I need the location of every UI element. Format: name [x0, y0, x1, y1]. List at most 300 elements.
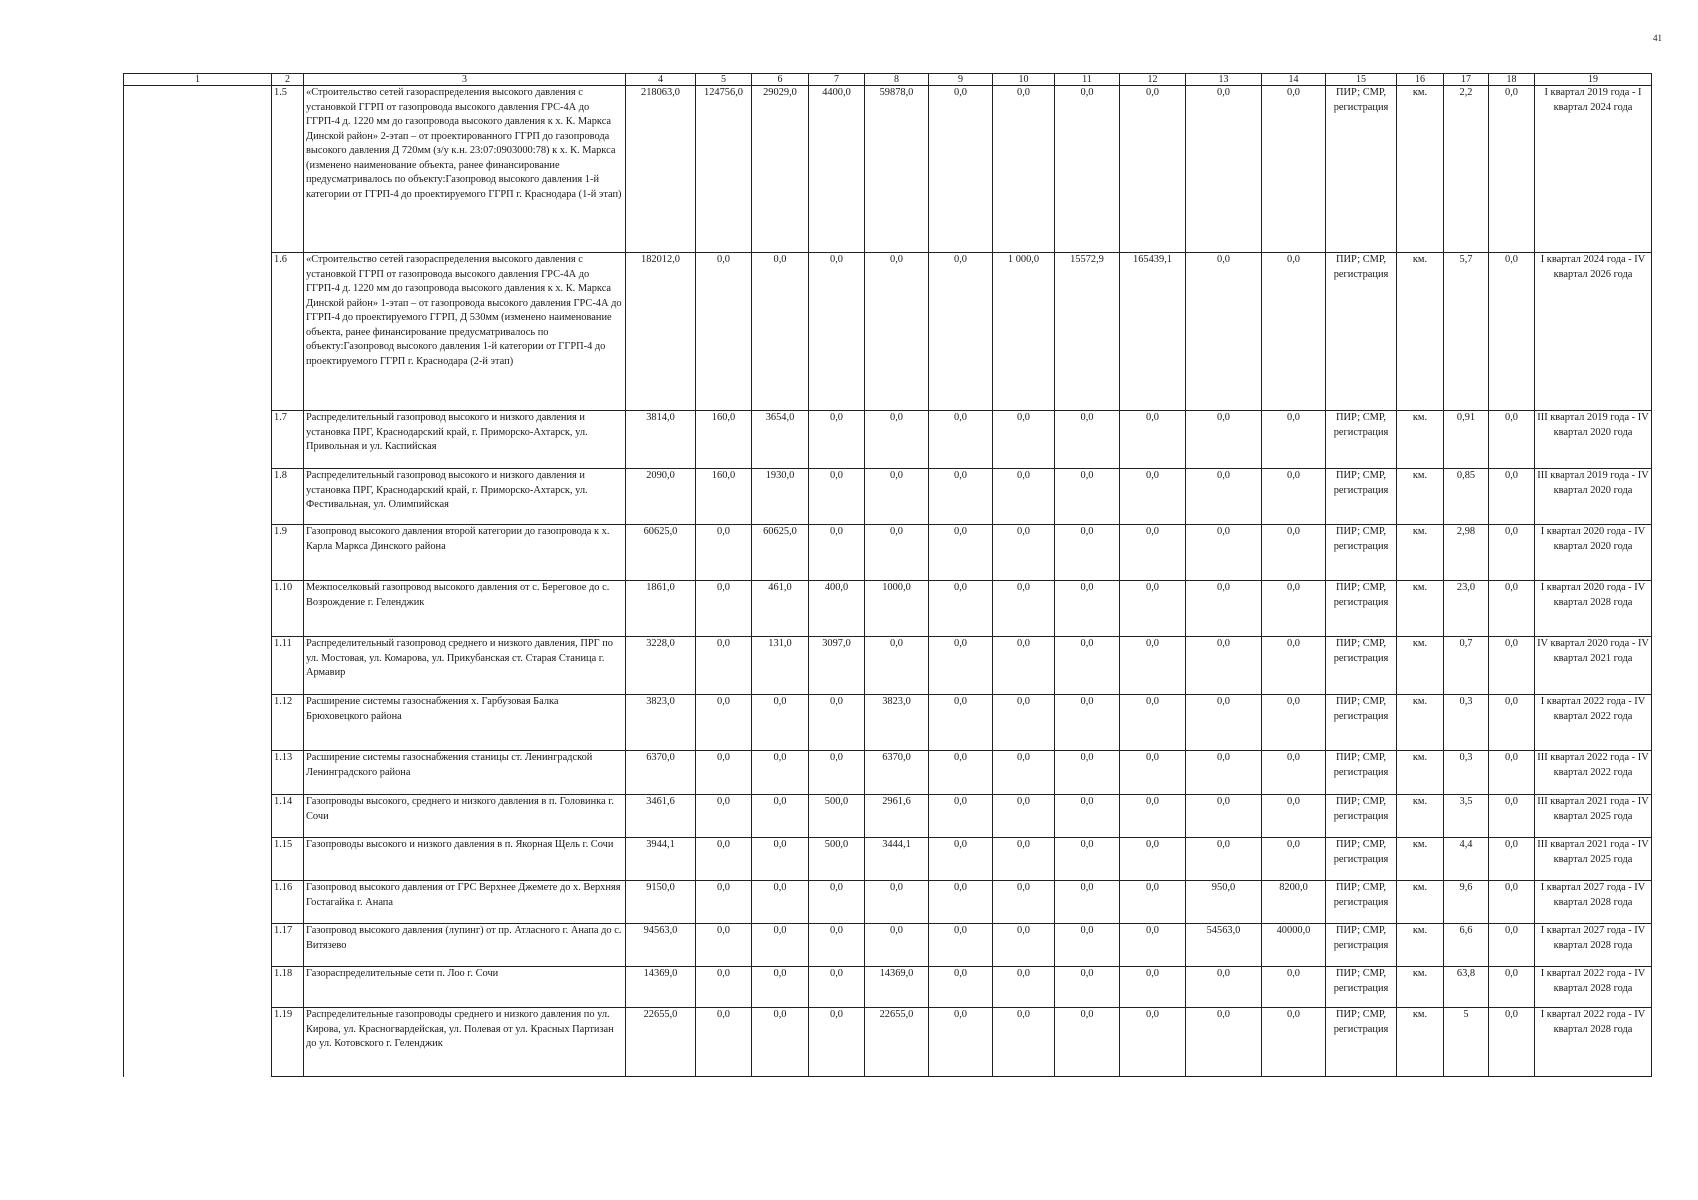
period: I квартал 2024 года - IV квартал 2026 года	[1535, 253, 1652, 411]
unit: км.	[1397, 411, 1444, 469]
object-name: «Строительство сетей газораспределения высокого давления с установкой ГГРП от газопровода высокого давления ГРС-4А до ГГРП-4 д. 1220 мм до газопровода высокого давления к х. К. Маркса Динской район» 2-этап – от проектированного ГГРП до газопровода высокого давления Д 720мм (з/у к.н. 23:07:0903000:78) к х. К. Маркса (изменено наименование объекта, ранее финансирование предусматривалось по объекту:Газопровод высокого давления 1-й категории от ГГРП-4 до проектируемого ГГРП г. Краснодара (1-й этап)	[304, 86, 626, 253]
year-2019: 0,0	[696, 695, 752, 751]
year-2020: 0,0	[752, 881, 809, 924]
year-2020: 0,0	[752, 924, 809, 967]
power-value: 0,0	[1489, 1008, 1535, 1077]
table-row	[124, 525, 1652, 581]
object-name: Газопроводы высокого и низкого давления в п. Якорная Щель г. Сочи	[304, 838, 626, 881]
row-number: 1.19	[272, 1008, 304, 1077]
total-cost: 6370,0	[626, 751, 696, 795]
year-2027: 0,0	[1186, 411, 1262, 469]
total-cost: 3461,6	[626, 795, 696, 838]
year-2023: 0,0	[929, 924, 993, 967]
period: III квартал 2019 года - IV квартал 2020 года	[1535, 411, 1652, 469]
work-type: ПИР; СМР, регистрация	[1326, 924, 1397, 967]
year-2027: 0,0	[1186, 695, 1262, 751]
year-2020: 60625,0	[752, 525, 809, 581]
header-cell-9: 9	[929, 74, 993, 86]
period: I квартал 2022 года - IV квартал 2022 года	[1535, 695, 1652, 751]
empty-cell	[124, 695, 272, 751]
year-2020: 0,0	[752, 253, 809, 411]
length-km: 6,6	[1444, 924, 1489, 967]
year-2023: 0,0	[929, 469, 993, 525]
year-2021: 0,0	[809, 751, 865, 795]
year-2023: 0,0	[929, 253, 993, 411]
year-2021: 0,0	[809, 695, 865, 751]
object-name: Распределительные газопроводы среднего и низкого давления по ул. Кирова, ул. Красногвардейская, ул. Полевая от ул. Красных Партизан до ул. Котовского г. Геленджик	[304, 1008, 626, 1077]
unit: км.	[1397, 525, 1444, 581]
period: III квартал 2021 года - IV квартал 2025 года	[1535, 838, 1652, 881]
year-2026: 0,0	[1120, 1008, 1186, 1077]
total-cost: 218063,0	[626, 86, 696, 253]
total-cost: 22655,0	[626, 1008, 696, 1077]
empty-cell	[124, 469, 272, 525]
year-2024: 0,0	[993, 86, 1055, 253]
year-2023: 0,0	[929, 838, 993, 881]
header-cell-19: 19	[1535, 74, 1652, 86]
year-2028: 0,0	[1262, 637, 1326, 695]
period: I квартал 2022 года - IV квартал 2028 года	[1535, 967, 1652, 1008]
header-cell-15: 15	[1326, 74, 1397, 86]
total-cost: 60625,0	[626, 525, 696, 581]
year-2025: 0,0	[1055, 838, 1120, 881]
year-2023: 0,0	[929, 967, 993, 1008]
year-2028: 40000,0	[1262, 924, 1326, 967]
power-value: 0,0	[1489, 411, 1535, 469]
year-2025: 0,0	[1055, 1008, 1120, 1077]
year-2026: 0,0	[1120, 86, 1186, 253]
year-2019: 0,0	[696, 881, 752, 924]
year-2023: 0,0	[929, 411, 993, 469]
table-row	[124, 253, 1652, 411]
work-type: ПИР; СМР, регистрация	[1326, 751, 1397, 795]
year-2021: 0,0	[809, 525, 865, 581]
year-2022: 0,0	[865, 469, 929, 525]
empty-cell	[124, 795, 272, 838]
year-2025: 0,0	[1055, 924, 1120, 967]
empty-cell	[124, 581, 272, 637]
unit: км.	[1397, 637, 1444, 695]
year-2024: 0,0	[993, 581, 1055, 637]
table-row	[124, 86, 1652, 253]
row-number: 1.10	[272, 581, 304, 637]
year-2022: 3823,0	[865, 695, 929, 751]
year-2027: 950,0	[1186, 881, 1262, 924]
year-2026: 165439,1	[1120, 253, 1186, 411]
year-2021: 0,0	[809, 253, 865, 411]
power-value: 0,0	[1489, 795, 1535, 838]
unit: км.	[1397, 751, 1444, 795]
year-2022: 1000,0	[865, 581, 929, 637]
total-cost: 182012,0	[626, 253, 696, 411]
year-2027: 0,0	[1186, 967, 1262, 1008]
year-2019: 160,0	[696, 469, 752, 525]
year-2027: 0,0	[1186, 795, 1262, 838]
year-2024: 0,0	[993, 637, 1055, 695]
row-number: 1.7	[272, 411, 304, 469]
unit: км.	[1397, 838, 1444, 881]
year-2028: 0,0	[1262, 86, 1326, 253]
year-2025: 0,0	[1055, 881, 1120, 924]
work-type: ПИР; СМР, регистрация	[1326, 525, 1397, 581]
total-cost: 94563,0	[626, 924, 696, 967]
year-2021: 0,0	[809, 1008, 865, 1077]
work-type: ПИР; СМР, регистрация	[1326, 795, 1397, 838]
year-2024: 1 000,0	[993, 253, 1055, 411]
year-2021: 0,0	[809, 411, 865, 469]
year-2024: 0,0	[993, 838, 1055, 881]
power-value: 0,0	[1489, 253, 1535, 411]
header-cell-5: 5	[696, 74, 752, 86]
year-2023: 0,0	[929, 86, 993, 253]
work-type: ПИР; СМР, регистрация	[1326, 581, 1397, 637]
object-name: Распределительный газопровод среднего и низкого давления, ПРГ по ул. Мостовая, ул. Комарова, ул. Прикубанская ст. Старая Станица г. Армавир	[304, 637, 626, 695]
year-2019: 160,0	[696, 411, 752, 469]
year-2022: 2961,6	[865, 795, 929, 838]
year-2021: 0,0	[809, 924, 865, 967]
table-row	[124, 924, 1652, 967]
year-2023: 0,0	[929, 695, 993, 751]
year-2025: 0,0	[1055, 581, 1120, 637]
year-2026: 0,0	[1120, 411, 1186, 469]
year-2025: 0,0	[1055, 411, 1120, 469]
row-number: 1.11	[272, 637, 304, 695]
year-2022: 3444,1	[865, 838, 929, 881]
year-2024: 0,0	[993, 525, 1055, 581]
header-cell-10: 10	[993, 74, 1055, 86]
year-2027: 54563,0	[1186, 924, 1262, 967]
year-2022: 6370,0	[865, 751, 929, 795]
year-2025: 0,0	[1055, 525, 1120, 581]
table-body	[124, 74, 1652, 1077]
work-type: ПИР; СМР, регистрация	[1326, 253, 1397, 411]
year-2023: 0,0	[929, 525, 993, 581]
year-2022: 0,0	[865, 411, 929, 469]
year-2021: 500,0	[809, 838, 865, 881]
year-2020: 1930,0	[752, 469, 809, 525]
year-2019: 0,0	[696, 1008, 752, 1077]
length-km: 63,8	[1444, 967, 1489, 1008]
unit: км.	[1397, 86, 1444, 253]
work-type: ПИР; СМР, регистрация	[1326, 838, 1397, 881]
year-2023: 0,0	[929, 1008, 993, 1077]
year-2028: 0,0	[1262, 695, 1326, 751]
table-row	[124, 751, 1652, 795]
unit: км.	[1397, 695, 1444, 751]
power-value: 0,0	[1489, 637, 1535, 695]
header-cell-7: 7	[809, 74, 865, 86]
object-name: Газопровод высокого давления (лупинг) от пр. Атласного г. Анапа до с. Витязево	[304, 924, 626, 967]
row-number: 1.6	[272, 253, 304, 411]
year-2028: 8200,0	[1262, 881, 1326, 924]
object-name: Газораспределительные сети п. Лоо г. Сочи	[304, 967, 626, 1008]
length-km: 0,3	[1444, 751, 1489, 795]
year-2028: 0,0	[1262, 411, 1326, 469]
period: I квартал 2022 года - IV квартал 2028 года	[1535, 1008, 1652, 1077]
year-2026: 0,0	[1120, 795, 1186, 838]
year-2024: 0,0	[993, 881, 1055, 924]
year-2024: 0,0	[993, 469, 1055, 525]
table-row	[124, 411, 1652, 469]
unit: км.	[1397, 795, 1444, 838]
year-2025: 0,0	[1055, 967, 1120, 1008]
year-2026: 0,0	[1120, 695, 1186, 751]
header-cell-3: 3	[304, 74, 626, 86]
table-row	[124, 695, 1652, 751]
table-row	[124, 637, 1652, 695]
unit: км.	[1397, 469, 1444, 525]
year-2020: 29029,0	[752, 86, 809, 253]
year-2019: 0,0	[696, 637, 752, 695]
length-km: 4,4	[1444, 838, 1489, 881]
empty-cell	[124, 411, 272, 469]
year-2024: 0,0	[993, 1008, 1055, 1077]
unit: км.	[1397, 967, 1444, 1008]
year-2020: 0,0	[752, 1008, 809, 1077]
table-row	[124, 469, 1652, 525]
row-number: 1.13	[272, 751, 304, 795]
year-2022: 22655,0	[865, 1008, 929, 1077]
header-cell-14: 14	[1262, 74, 1326, 86]
year-2026: 0,0	[1120, 581, 1186, 637]
year-2024: 0,0	[993, 411, 1055, 469]
year-2024: 0,0	[993, 695, 1055, 751]
year-2027: 0,0	[1186, 253, 1262, 411]
year-2019: 0,0	[696, 751, 752, 795]
length-km: 0,7	[1444, 637, 1489, 695]
total-cost: 3814,0	[626, 411, 696, 469]
header-cell-18: 18	[1489, 74, 1535, 86]
power-value: 0,0	[1489, 86, 1535, 253]
length-km: 9,6	[1444, 881, 1489, 924]
power-value: 0,0	[1489, 924, 1535, 967]
total-cost: 3823,0	[626, 695, 696, 751]
year-2025: 15572,9	[1055, 253, 1120, 411]
year-2020: 0,0	[752, 838, 809, 881]
year-2023: 0,0	[929, 581, 993, 637]
year-2023: 0,0	[929, 881, 993, 924]
year-2022: 59878,0	[865, 86, 929, 253]
object-name: Распределительный газопровод высокого и низкого давления и установка ПРГ, Краснодарский край, г. Приморско-Ахтарск, ул. Фестивальная, ул. Олимпийская	[304, 469, 626, 525]
unit: км.	[1397, 253, 1444, 411]
year-2028: 0,0	[1262, 967, 1326, 1008]
year-2025: 0,0	[1055, 795, 1120, 838]
period: III квартал 2021 года - IV квартал 2025 года	[1535, 795, 1652, 838]
year-2028: 0,0	[1262, 525, 1326, 581]
period: I квартал 2019 года - I квартал 2024 года	[1535, 86, 1652, 253]
total-cost: 1861,0	[626, 581, 696, 637]
work-type: ПИР; СМР, регистрация	[1326, 1008, 1397, 1077]
power-value: 0,0	[1489, 581, 1535, 637]
length-km: 3,5	[1444, 795, 1489, 838]
row-number: 1.8	[272, 469, 304, 525]
length-km: 0,91	[1444, 411, 1489, 469]
total-cost: 3228,0	[626, 637, 696, 695]
work-type: ПИР; СМР, регистрация	[1326, 86, 1397, 253]
table-row	[124, 581, 1652, 637]
year-2023: 0,0	[929, 751, 993, 795]
year-2020: 0,0	[752, 751, 809, 795]
work-type: ПИР; СМР, регистрация	[1326, 469, 1397, 525]
object-name: Расширение системы газоснабжения станицы ст. Ленинградской Ленинградского района	[304, 751, 626, 795]
year-2026: 0,0	[1120, 924, 1186, 967]
period: I квартал 2020 года - IV квартал 2028 года	[1535, 581, 1652, 637]
year-2019: 0,0	[696, 924, 752, 967]
year-2028: 0,0	[1262, 795, 1326, 838]
year-2028: 0,0	[1262, 1008, 1326, 1077]
table-row	[124, 881, 1652, 924]
row-number: 1.12	[272, 695, 304, 751]
empty-cell	[124, 881, 272, 924]
header-cell-1: 1	[124, 74, 272, 86]
year-2021: 400,0	[809, 581, 865, 637]
period: III квартал 2019 года - IV квартал 2020 года	[1535, 469, 1652, 525]
work-type: ПИР; СМР, регистрация	[1326, 411, 1397, 469]
empty-cell	[124, 86, 272, 253]
year-2025: 0,0	[1055, 469, 1120, 525]
table-row	[124, 967, 1652, 1008]
year-2021: 0,0	[809, 967, 865, 1008]
work-type: ПИР; СМР, регистрация	[1326, 881, 1397, 924]
year-2019: 0,0	[696, 581, 752, 637]
header-cell-16: 16	[1397, 74, 1444, 86]
power-value: 0,0	[1489, 838, 1535, 881]
year-2020: 0,0	[752, 695, 809, 751]
empty-cell	[124, 924, 272, 967]
length-km: 23,0	[1444, 581, 1489, 637]
empty-cell	[124, 967, 272, 1008]
power-value: 0,0	[1489, 881, 1535, 924]
year-2026: 0,0	[1120, 838, 1186, 881]
year-2028: 0,0	[1262, 751, 1326, 795]
year-2028: 0,0	[1262, 838, 1326, 881]
year-2026: 0,0	[1120, 469, 1186, 525]
total-cost: 14369,0	[626, 967, 696, 1008]
table-row	[124, 795, 1652, 838]
year-2019: 0,0	[696, 795, 752, 838]
header-cell-6: 6	[752, 74, 809, 86]
power-value: 0,0	[1489, 751, 1535, 795]
year-2027: 0,0	[1186, 838, 1262, 881]
year-2022: 0,0	[865, 881, 929, 924]
object-name: Распределительный газопровод высокого и низкого давления и установка ПРГ, Краснодарский край, г. Приморско-Ахтарск, ул. Привольная и ул. Каспийская	[304, 411, 626, 469]
year-2026: 0,0	[1120, 637, 1186, 695]
period: III квартал 2022 года - IV квартал 2022 года	[1535, 751, 1652, 795]
length-km: 0,85	[1444, 469, 1489, 525]
year-2019: 0,0	[696, 967, 752, 1008]
object-name: Расширение системы газоснабжения х. Гарбузовая Балка Брюховецкого района	[304, 695, 626, 751]
empty-cell	[124, 637, 272, 695]
work-type: ПИР; СМР, регистрация	[1326, 695, 1397, 751]
year-2027: 0,0	[1186, 525, 1262, 581]
year-2025: 0,0	[1055, 751, 1120, 795]
year-2021: 0,0	[809, 469, 865, 525]
year-2023: 0,0	[929, 795, 993, 838]
year-2021: 0,0	[809, 881, 865, 924]
year-2020: 461,0	[752, 581, 809, 637]
empty-cell	[124, 1008, 272, 1077]
year-2024: 0,0	[993, 751, 1055, 795]
period: I квартал 2020 года - IV квартал 2020 года	[1535, 525, 1652, 581]
object-name: Газопровод высокого давления второй категории до газопровода к х. Карла Маркса Динского района	[304, 525, 626, 581]
year-2021: 4400,0	[809, 86, 865, 253]
year-2027: 0,0	[1186, 751, 1262, 795]
year-2027: 0,0	[1186, 581, 1262, 637]
table-row	[124, 838, 1652, 881]
year-2023: 0,0	[929, 637, 993, 695]
object-name: «Строительство сетей газораспределения высокого давления с установкой ГГРП от газопровода высокого давления ГРС-4А до ГГРП-4 д. 1220 мм до газопровода высокого давления к х. К. Маркса Динской район» 1-этап – от газопровода высокого давления ГРС-4А до ГГРП-4 до проектируемого ГГРП, Д 530мм (изменено наименование объекта, ранее финансирование предусматривалось по объекту:Газопровод высокого давления 1-й категории от ГГРП-4 до проектируемого ГГРП г. Краснодара (2-й этап)	[304, 253, 626, 411]
year-2020: 3654,0	[752, 411, 809, 469]
work-type: ПИР; СМР, регистрация	[1326, 967, 1397, 1008]
year-2028: 0,0	[1262, 581, 1326, 637]
total-cost: 3944,1	[626, 838, 696, 881]
header-cell-12: 12	[1120, 74, 1186, 86]
year-2026: 0,0	[1120, 881, 1186, 924]
empty-cell	[124, 838, 272, 881]
unit: км.	[1397, 581, 1444, 637]
header-cell-8: 8	[865, 74, 929, 86]
year-2027: 0,0	[1186, 86, 1262, 253]
year-2020: 0,0	[752, 967, 809, 1008]
header-cell-2: 2	[272, 74, 304, 86]
length-km: 2,2	[1444, 86, 1489, 253]
year-2022: 0,0	[865, 637, 929, 695]
year-2027: 0,0	[1186, 1008, 1262, 1077]
object-name: Межпоселковый газопровод высокого давления от с. Береговое до с. Возрождение г. Геленджик	[304, 581, 626, 637]
header-cell-13: 13	[1186, 74, 1262, 86]
schedule-table	[123, 73, 1652, 1077]
period: IV квартал 2020 года - IV квартал 2021 года	[1535, 637, 1652, 695]
object-name: Газопроводы высокого, среднего и низкого давления в п. Головинка г. Сочи	[304, 795, 626, 838]
row-number: 1.16	[272, 881, 304, 924]
year-2028: 0,0	[1262, 253, 1326, 411]
power-value: 0,0	[1489, 525, 1535, 581]
row-number: 1.14	[272, 795, 304, 838]
year-2024: 0,0	[993, 795, 1055, 838]
page-number: 41	[1653, 33, 1662, 43]
year-2019: 0,0	[696, 838, 752, 881]
year-2022: 0,0	[865, 253, 929, 411]
year-2024: 0,0	[993, 924, 1055, 967]
year-2026: 0,0	[1120, 525, 1186, 581]
row-number: 1.17	[272, 924, 304, 967]
length-km: 2,98	[1444, 525, 1489, 581]
year-2026: 0,0	[1120, 751, 1186, 795]
year-2025: 0,0	[1055, 637, 1120, 695]
empty-cell	[124, 751, 272, 795]
row-number: 1.18	[272, 967, 304, 1008]
unit: км.	[1397, 881, 1444, 924]
length-km: 5	[1444, 1008, 1489, 1077]
object-name: Газопровод высокого давления от ГРС Верхнее Джемете до х. Верхняя Гостагайка г. Анапа	[304, 881, 626, 924]
unit: км.	[1397, 924, 1444, 967]
length-km: 0,3	[1444, 695, 1489, 751]
year-2026: 0,0	[1120, 967, 1186, 1008]
year-2020: 131,0	[752, 637, 809, 695]
empty-cell	[124, 525, 272, 581]
header-cell-4: 4	[626, 74, 696, 86]
empty-cell	[124, 253, 272, 411]
year-2019: 0,0	[696, 525, 752, 581]
power-value: 0,0	[1489, 695, 1535, 751]
table-row	[124, 1008, 1652, 1077]
row-number: 1.5	[272, 86, 304, 253]
header-cell-17: 17	[1444, 74, 1489, 86]
year-2022: 0,0	[865, 525, 929, 581]
year-2024: 0,0	[993, 967, 1055, 1008]
year-2022: 14369,0	[865, 967, 929, 1008]
year-2021: 500,0	[809, 795, 865, 838]
